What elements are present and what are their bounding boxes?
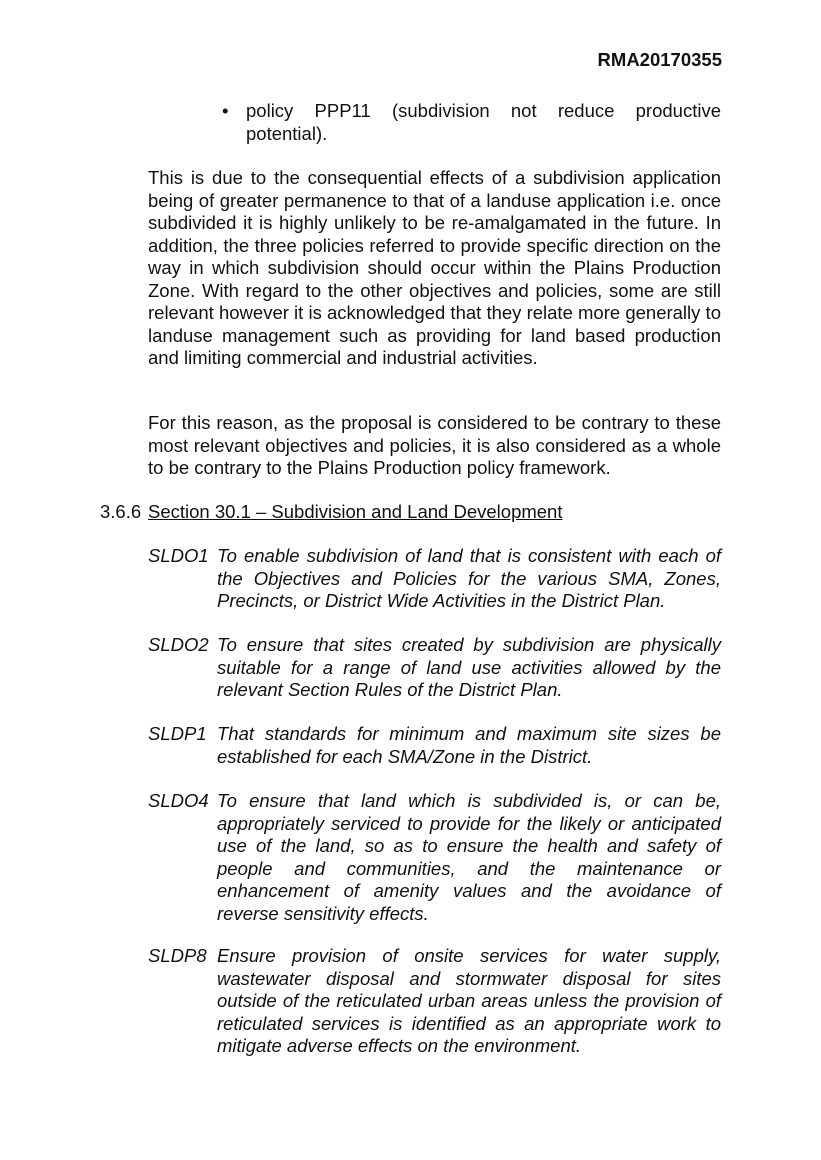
policy-code: SLDP1 bbox=[148, 723, 207, 744]
policy-text: That standards for minimum and maximum site sizes be established for each SMA/Zone in the District. bbox=[217, 723, 721, 767]
policy-code: SLDO1 bbox=[148, 545, 209, 566]
policy-text: Ensure provision of onsite services for water supply, wastewater disposal and stormwater disposal for sites outside of the reticulated urban areas unless the provision of reticulated services is identified as an appropriate work to mitigate adverse effects on the environment. bbox=[217, 945, 721, 1056]
policy-text: To enable subdivision of land that is consistent with each of the Objectives and Policies for the various SMA, Zones, Precincts, or District Wide Activities in the District Plan. bbox=[217, 545, 721, 611]
policy-item bbox=[148, 945, 721, 1058]
section-heading bbox=[100, 501, 721, 524]
document-reference: RMA20170355 bbox=[597, 49, 722, 70]
bullet-icon: • bbox=[222, 100, 229, 121]
policy-code: SLDO4 bbox=[148, 790, 209, 811]
policy-code: SLDP8 bbox=[148, 945, 207, 966]
policy-item bbox=[148, 790, 721, 925]
section-title: Section 30.1 – Subdivision and Land Development bbox=[148, 501, 563, 522]
paragraph-consequential-effects: This is due to the consequential effects of a subdivision application being of greater permanence to that of a landuse application i.e. once subdivided it is highly unlikely to be re-amalgamated in the future. In addition, the three policies referred to provide specific direction on the way in which subdivision should occur within the Plains Production Zone. With regard to the other objectives and policies, some are still relevant however it is acknowledged that they relate more generally to landuse management such as providing for land based production and limiting commercial and industrial activities. bbox=[148, 167, 721, 368]
policy-bullet bbox=[222, 100, 721, 145]
policy-item bbox=[148, 545, 721, 613]
bullet-text: policy PPP11 (subdivision not reduce productive potential). bbox=[246, 100, 721, 144]
policy-text: To ensure that land which is subdivided is, or can be, appropriately serviced to provide for the likely or anticipated use of the land, so as to ensure the health and safety of people and communities, and the maintenance or enhancement of amenity values and the avoidance of reverse sensitivity effects. bbox=[217, 790, 721, 924]
section-number: 3.6.6 bbox=[100, 501, 142, 522]
policy-item bbox=[148, 723, 721, 768]
paragraph-conclusion: For this reason, as the proposal is considered to be contrary to these most relevant objectives and policies, it is also considered as a whole to be contrary to the Plains Production policy framework. bbox=[148, 412, 721, 478]
policy-item bbox=[148, 634, 721, 702]
policy-text: To ensure that sites created by subdivision are physically suitable for a range of land use activities allowed by the relevant Section Rules of the District Plan. bbox=[217, 634, 721, 700]
policy-code: SLDO2 bbox=[148, 634, 209, 655]
